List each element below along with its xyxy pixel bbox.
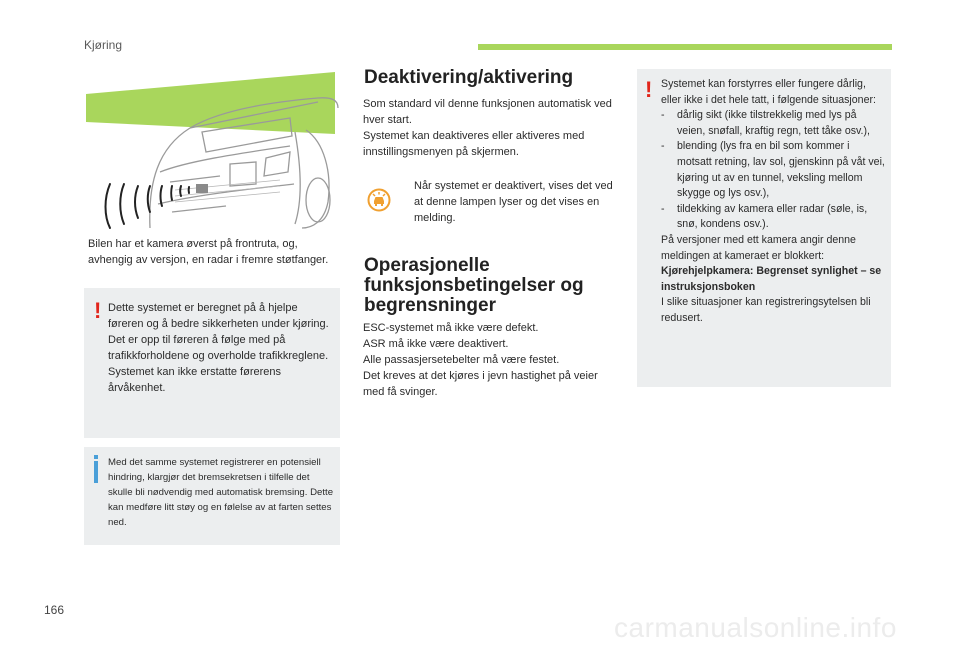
limitations-warning-box [637, 69, 891, 387]
warning-line: Systemet kan ikke erstatte førerens årvåkenhet. [108, 366, 282, 394]
collision-alert-lamp-icon [367, 188, 391, 212]
deactivation-text [363, 96, 613, 160]
image-caption: Bilen har et kamera øverst på frontruta, og, avhengig av versjon, en radar i fremre støtfanger. [88, 238, 329, 266]
limitations-conclusion: I slike situasjoner kan registreringsytelsen bli redusert. [661, 296, 871, 324]
exclamation-icon: ! [94, 298, 102, 323]
watermark: carmanualsonline.info [614, 612, 897, 643]
lamp-description: Når systemet er deaktivert, vises det ved at denne lampen lyser og det vises en melding. [414, 180, 613, 224]
warning-text [108, 300, 332, 396]
paragraph-line: Alle passasjersetebelter må være festet. [363, 354, 560, 366]
info-text: Med det samme systemet registrerer en potensiell hindring, klargjør det bremsekretsen i tilfelle det skulle bli nødvendig med automatisk bremsing. Dette kan medføre litt støy og en følelse av at farten settes ned. [108, 457, 334, 528]
info-icon [94, 461, 98, 483]
warning-line: Dette systemet er beregnet på å hjelpe føreren og å bedre sikkerheten under kjøring. [108, 302, 329, 330]
header-accent-bar [478, 44, 892, 50]
paragraph-line: Systemet kan deaktiveres eller aktiveres med innstillingsmenyen på skjermen. [363, 130, 585, 158]
info-box [84, 447, 340, 545]
heading-operating-conditions: Operasjonelle funksjonsbetingelser og begrensninger [364, 255, 584, 316]
camera-message-intro: På versjoner med ett kamera angir denne meldingen at kameraet er blokkert: [661, 233, 856, 262]
section-header: Kjøring [84, 38, 123, 52]
warning-line: Det er opp til føreren å følge med på trafikkforholdene og overholde trafikkreglene. [108, 334, 329, 362]
paragraph-line: ESC-systemet må ikke være defekt. [363, 322, 539, 334]
list-item: - tildekking av kamera eller radar (søle, is, snø, kondens osv.). [661, 202, 887, 233]
limitations-intro: Systemet kan forstyrres eller fungere dårlig, eller ikke i det hele tatt, i følgende situasjoner: [661, 78, 876, 106]
car-front-illustration [80, 72, 342, 232]
limitations-list [661, 108, 887, 233]
page-number: 166 [44, 603, 65, 617]
camera-blocked-message: Kjørehjelpkamera: Begrenset synlighet – se instruksjonsboken [661, 265, 882, 293]
warning-box [84, 288, 340, 438]
limitations-text [661, 77, 887, 327]
paragraph-line: Som standard vil denne funksjonen automatisk ved hver start. [363, 98, 612, 126]
heading-deactivation: Deaktivering/aktivering [364, 67, 574, 88]
paragraph-line: ASR må ikke være deaktivert. [363, 338, 509, 350]
exclamation-icon: ! [645, 77, 653, 102]
conditions-text [363, 320, 613, 400]
paragraph-line: Det kreves at det kjøres i jevn hastighet på veier med få svinger. [363, 370, 598, 398]
list-item: - dårlig sikt (ikke tilstrekkelig med lys på veien, snøfall, kraftig regn, tett tåke osv.), [661, 108, 887, 139]
list-item: - blending (lys fra en bil som kommer i motsatt retning, lav sol, gjenskinn på våt vei, kjøring ut av en tunnel, veksling mellom skygge og lys osv.), [661, 139, 887, 201]
